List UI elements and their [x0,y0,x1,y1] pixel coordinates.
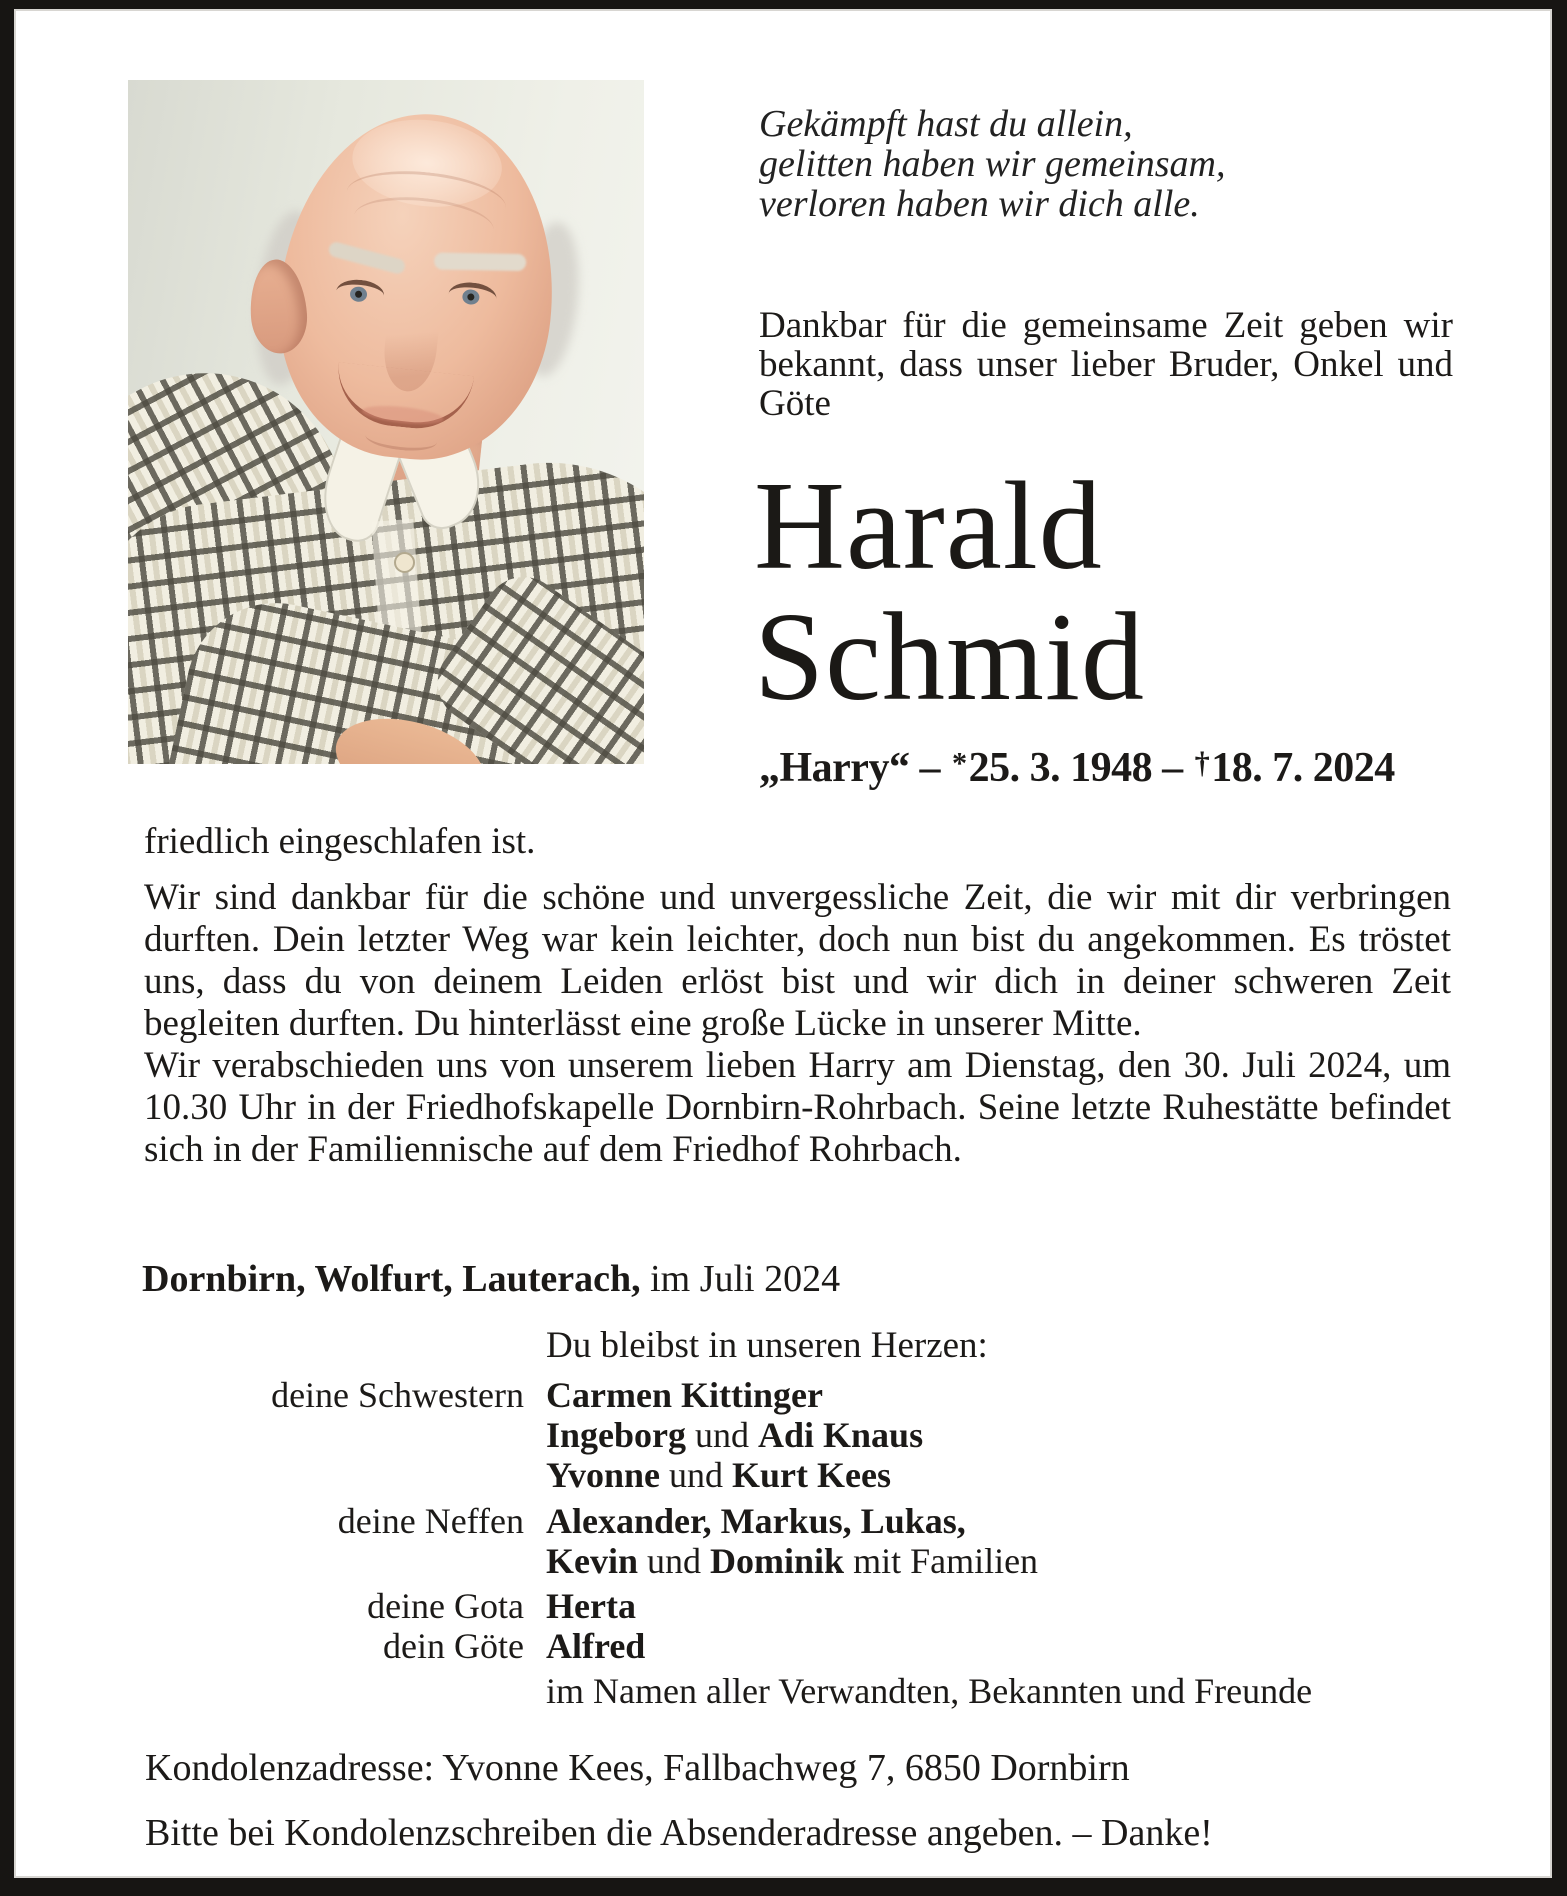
family-relation-label [144,1455,524,1495]
birth-star-symbol: * [951,745,967,780]
family-name-connector: und [638,1541,711,1581]
family-row [144,1501,1464,1541]
family-name-connector: und [660,1455,733,1495]
announcement-intro: Dankbar für die gemeinsame Zeit geben wir bekannt, dass unser lieber Bruder, Onkel und Göte [759,305,1453,424]
family-relation-label: dein Göte [383,1626,524,1666]
family-relation-label [144,1541,524,1581]
places-date-line [142,1257,840,1301]
family-row [144,1455,1464,1495]
family-relation-label [144,1415,524,1455]
deceased-nickname: „Harry“ [759,745,910,791]
family-member-name: Ingeborg [546,1415,687,1455]
family-row [144,1626,1464,1666]
family-member-name: Herta [546,1586,636,1626]
death-date: 18. 7. 2024 [1211,745,1395,791]
obituary-paragraph-1: Wir sind dankbar für die schöne und unvergessliche Zeit, die wir mit dir verbringen durften. Dein letzter Weg war kein leichter, doch nun bist du angekommen. Es tröstet uns, dass du von deinem Leiden erlöst bist und wir dich in deiner schweren Zeit begleiten durften. Du hinterlässt eine große Lücke in unserer Mitte. [144,877,1451,1044]
portrait-eyebrow [434,252,526,271]
family-row [144,1671,1464,1711]
life-dates-line [759,744,1499,792]
family-heading: Du bleibst in unseren Herzen: [546,1325,988,1366]
deceased-name [754,457,1494,727]
family-relation-label: deine Gota [367,1586,524,1626]
family-member-name: Yvonne [546,1455,661,1495]
family-member-names [546,1375,1464,1415]
portrait-head [223,89,609,582]
family-member-names [546,1415,1464,1455]
family-member-names [546,1586,1464,1626]
month-year: im Juli 2024 [640,1258,841,1300]
family-member-name: Alexander, Markus, Lukas, [546,1501,966,1541]
family-name-connector: im Namen aller Verwandten, Bekannten und Freunde [546,1671,1313,1711]
family-list [144,1375,1464,1711]
family-member-name: Carmen Kittinger [546,1375,823,1415]
obituary-paragraph-2: Wir verabschieden uns von unserem lieben Harry am Dienstag, den 30. Juli 2024, um 10.30 Uhr in der Friedhofskapelle Dornbirn-Rohrbach. Seine letzte Ruhestätte befindet sich in der Familiennische auf dem Friedhof Rohrbach. [144,1045,1451,1170]
dash: – [909,745,950,791]
portrait-photo [128,80,644,764]
family-member-name: Kevin [546,1541,639,1581]
family-member-names [546,1541,1464,1581]
family-member-name: Adi Knaus [758,1415,924,1455]
family-member-names [546,1455,1464,1495]
deceased-last-name: Schmid [754,588,1146,727]
portrait-iris [462,289,480,306]
announcement-continuation: friedlich eingeschlafen ist. [144,821,536,862]
family-member-name: Dominik [710,1541,845,1581]
dash: – [1152,745,1193,791]
obituary-text [144,877,1451,1171]
family-relation-label [144,1671,524,1711]
family-member-names [546,1626,1464,1666]
family-member-name: Kurt Kees [732,1455,891,1495]
memorial-verse [759,104,1469,224]
family-name-connector: mit Familien [844,1541,1039,1581]
portrait-iris [349,286,367,303]
verse-line: Gekämpft hast du allein, [759,103,1133,145]
family-relation-label: deine Neffen [337,1501,524,1541]
verse-line: gelitten haben wir gemeinsam, [759,143,1226,185]
condolence-address-line: Kondolenzadresse: Yvonne Kees, Fallbachweg 7, 6850 Dornbirn [145,1747,1130,1789]
family-name-connector: und [686,1415,759,1455]
deceased-first-name: Harald [754,457,1103,596]
sender-address-note: Bitte bei Kondolenzschreiben die Absenderadresse angeben. – Danke! [145,1812,1213,1854]
family-member-names [546,1671,1464,1711]
verse-line: verloren haben wir dich alle. [759,183,1200,225]
family-row [144,1375,1464,1415]
birth-date: 25. 3. 1948 [968,745,1153,791]
family-row [144,1415,1464,1455]
places-list: Dornbirn, Wolfurt, Lauterach, [142,1258,641,1300]
family-member-names [546,1501,1464,1541]
death-cross-symbol: † [1194,745,1210,780]
family-row [144,1541,1464,1581]
family-relation-label: deine Schwestern [271,1375,524,1415]
family-row [144,1586,1464,1626]
family-member-name: Alfred [546,1626,646,1666]
